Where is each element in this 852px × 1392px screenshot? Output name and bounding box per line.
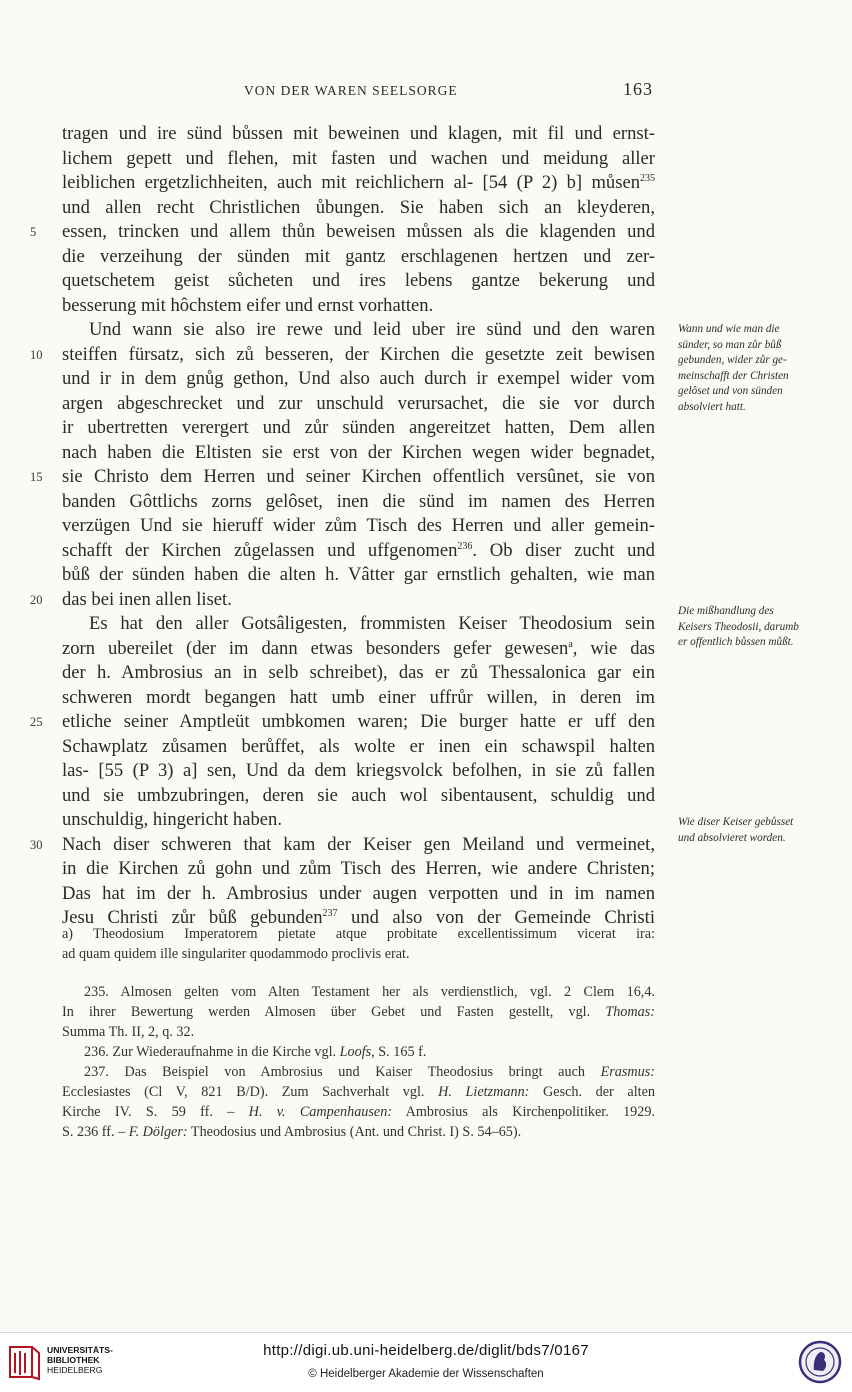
line-number: 10 (30, 347, 43, 362)
margin-note-2: Die mißhandlung des Keisers Theodosii, darumb er offentlich bůssen můßt. (678, 605, 799, 648)
running-title: VON DER WAREN SEELSORGE (244, 83, 458, 98)
text-line: steiffen fürsatz, sich zů besseren, der Kirchen die gesetzte zeit bewisen 10 (62, 343, 655, 368)
text-line: und allen recht Christlichen ůbungen. Sie haben sich an kleyderen, (62, 196, 655, 218)
margin-note-1: Wann und wie man die sünder, so man zůr bůß gebunden, wider zůr ge- meinschafft der Christen gelôset und von sünden absolviert hatt. (678, 323, 789, 413)
digitization-footer (0, 1332, 852, 1392)
text-line: lichem gepett und flehen, mit fasten und wachen und meidung aller (62, 147, 655, 169)
text-line: Schawplatz zůsamen berůffet, als wolte er inen ein schawspil halten (62, 735, 655, 757)
footnote-a-line: a) Theodosium Imperatorem pietate atque probitate excellentissimum vicerat ira: (62, 926, 655, 942)
text-line: schafft der Kirchen zůgelassen und uffgenomen$^{236}$. Ob diser zucht und (62, 539, 655, 561)
text-line: Jesu Christi zůr bůß gebunden$^{237}$ und also von der Gemeinde Christi (62, 907, 655, 928)
page-number: 163 (623, 79, 653, 99)
text-line: verzügen Und sie hieruff wider zům Tisch des Herren und aller gemein- (62, 515, 655, 536)
text-line: der h. Ambrosius an in selb schreibet), das er zů Thessalonica gar ein (62, 662, 655, 683)
text-line: essen, trincken und allem thůn beweisen můssen als die klagenden und 5 (62, 220, 655, 245)
footnote-ref[interactable]: 236 (457, 540, 473, 552)
running-head (62, 79, 653, 103)
text-line: quetschetem geist sůcheten und ires lebens gantze bekerung und (62, 270, 655, 291)
footnote-237-line: S. 236 ff. – F. Dölger: Theodosius und Ambrosius (Ant. und Christ. I) S. 54–65). (62, 1124, 522, 1140)
line-number: 30 (30, 837, 43, 852)
line-number: 15 (30, 470, 43, 484)
text-line: etliche seiner Amptleüt umbkomen waren; Die burger hatte er uff den 25 (62, 710, 655, 735)
footnote-237-line: 237. Das Beispiel von Ambrosius und Kaiser Theodosius bringt auch Erasmus: (84, 1064, 655, 1080)
text-line: tragen und ire sünd bůssen mit beweinen und klagen, mit fil und ernst- (62, 123, 655, 144)
text-line: unschuldig, hingericht haben. (62, 809, 282, 830)
line-number: 5 (30, 225, 37, 239)
text-line: in die Kirchen zů gohn und zům Tisch des Herren, wie andere Christen; (62, 858, 655, 879)
text-line: die verzeihung der sünden mit gantz erschlagenen hertzen und zer- (62, 245, 655, 267)
text-line: Das hat im der h. Ambrosius under augen verpotten und in im namen (62, 882, 655, 904)
text-line: Es hat den aller Gotsâligesten, frommisten Keiser Theodosium sein (89, 613, 655, 634)
line-number: 20 (30, 592, 43, 607)
text-line: sie Christo dem Herren und seiner Kirchen offentlich versûnet, sie von 15 (62, 465, 655, 490)
source-url-link[interactable]: http://digi.ub.uni-heidelberg.de/diglit/bds7/0167 (263, 1342, 589, 1359)
footnote-a-line: ad quam quidem ille singulariter quodammodo proclivis erat. (62, 946, 410, 962)
text-line: ir ubertretten verergert und zůr sünden angereitzet hatten, Dem allen (62, 417, 655, 438)
footnote-236: 236. Zur Wiederaufnahme in die Kirche vgl. Loofs, S. 165 f. (84, 1044, 427, 1060)
text-line: zorn ubereilet (der im dann etwas besonders gefer gewesen$^a$, wie das (62, 637, 655, 659)
footnote-237-line: Ecclesiastes (Cl V, 821 B/D). Zum Sachverhalt vgl. H. Lietzmann: Gesch. der alten (62, 1084, 655, 1100)
footnote-ref[interactable]: 235 (640, 172, 655, 184)
academy-seal-icon (798, 1340, 842, 1384)
footnotes (62, 924, 655, 1142)
text-line: argen abgeschrecket und zur unschuld verursachet, die sie vor durch (62, 392, 655, 414)
margin-note-3: Wie diser Keiser gebůsset und absolvieret worden. (678, 816, 794, 844)
text-line: schweren mordt begangen hatt umb einer uffrůr willen, in deren im (62, 686, 655, 708)
text-line: Und wann sie also ire rewe und leid uber ire sünd und den waren (89, 319, 655, 340)
text-line: und sie umbzubringen, deren sie auch wol sibentausent, schuldig und (62, 784, 655, 806)
text-line: besserung mit hôchstem eifer und ernst vorhatten. (62, 294, 434, 316)
copyright-notice: © Heidelberger Akademie der Wissenschaften (308, 1368, 544, 1380)
footnote-235-line: In ihrer Bewertung werden Almosen über Gebet und Fasten gestellt, vgl. Thomas: (62, 1004, 655, 1020)
footnote-ref[interactable]: 237 (322, 907, 338, 919)
line-number: 25 (30, 715, 43, 729)
text-line: banden Gôttlichs zorns gelôset, inen die sünd im namen des Herren (62, 490, 655, 512)
footnote-ref[interactable]: a (568, 638, 573, 650)
footnote-235-line: 235. Almosen gelten vom Alten Testament her als verdienstlich, vgl. 2 Clem 16,4. (84, 984, 655, 1000)
text-line: bůß der sünden haben die alten h. Vâtter gar ernstlich gehalten, wie man (62, 564, 655, 585)
text-line: Nach diser schweren that kam der Keiser gen Meiland und vermeinet, 30 (62, 833, 655, 858)
text-line: las- [55 (P 3) a] sen, Und da dem kriegsvolck befolhen, in sie zů fallen (62, 760, 655, 781)
footnote-235-line: Summa Th. II, 2, q. 32. (62, 1024, 195, 1040)
footnote-237-line: Kirche IV. S. 59 ff. – H. v. Campenhausen: Ambrosius als Kirchenpolitiker. 1929. (62, 1104, 655, 1120)
library-name: UNIVERSITÄTS- BIBLIOTHEK HEIDELBERG (47, 1345, 113, 1375)
text-line: nach haben die Eltisten sie erst von der Kirchen wegen wider begnadet, (62, 441, 655, 463)
text-line: leiblichen ergetzlichheiten, auch mit reichlichern al- [54 (P 2) b] můsen$^{235}$ (62, 172, 655, 193)
text-line: und ir in dem gnůg gethon, Und also auch durch ir exempel wider vom (62, 368, 655, 389)
main-text (30, 122, 655, 931)
text-line: das bei inen allen liset. 20 (62, 588, 655, 613)
